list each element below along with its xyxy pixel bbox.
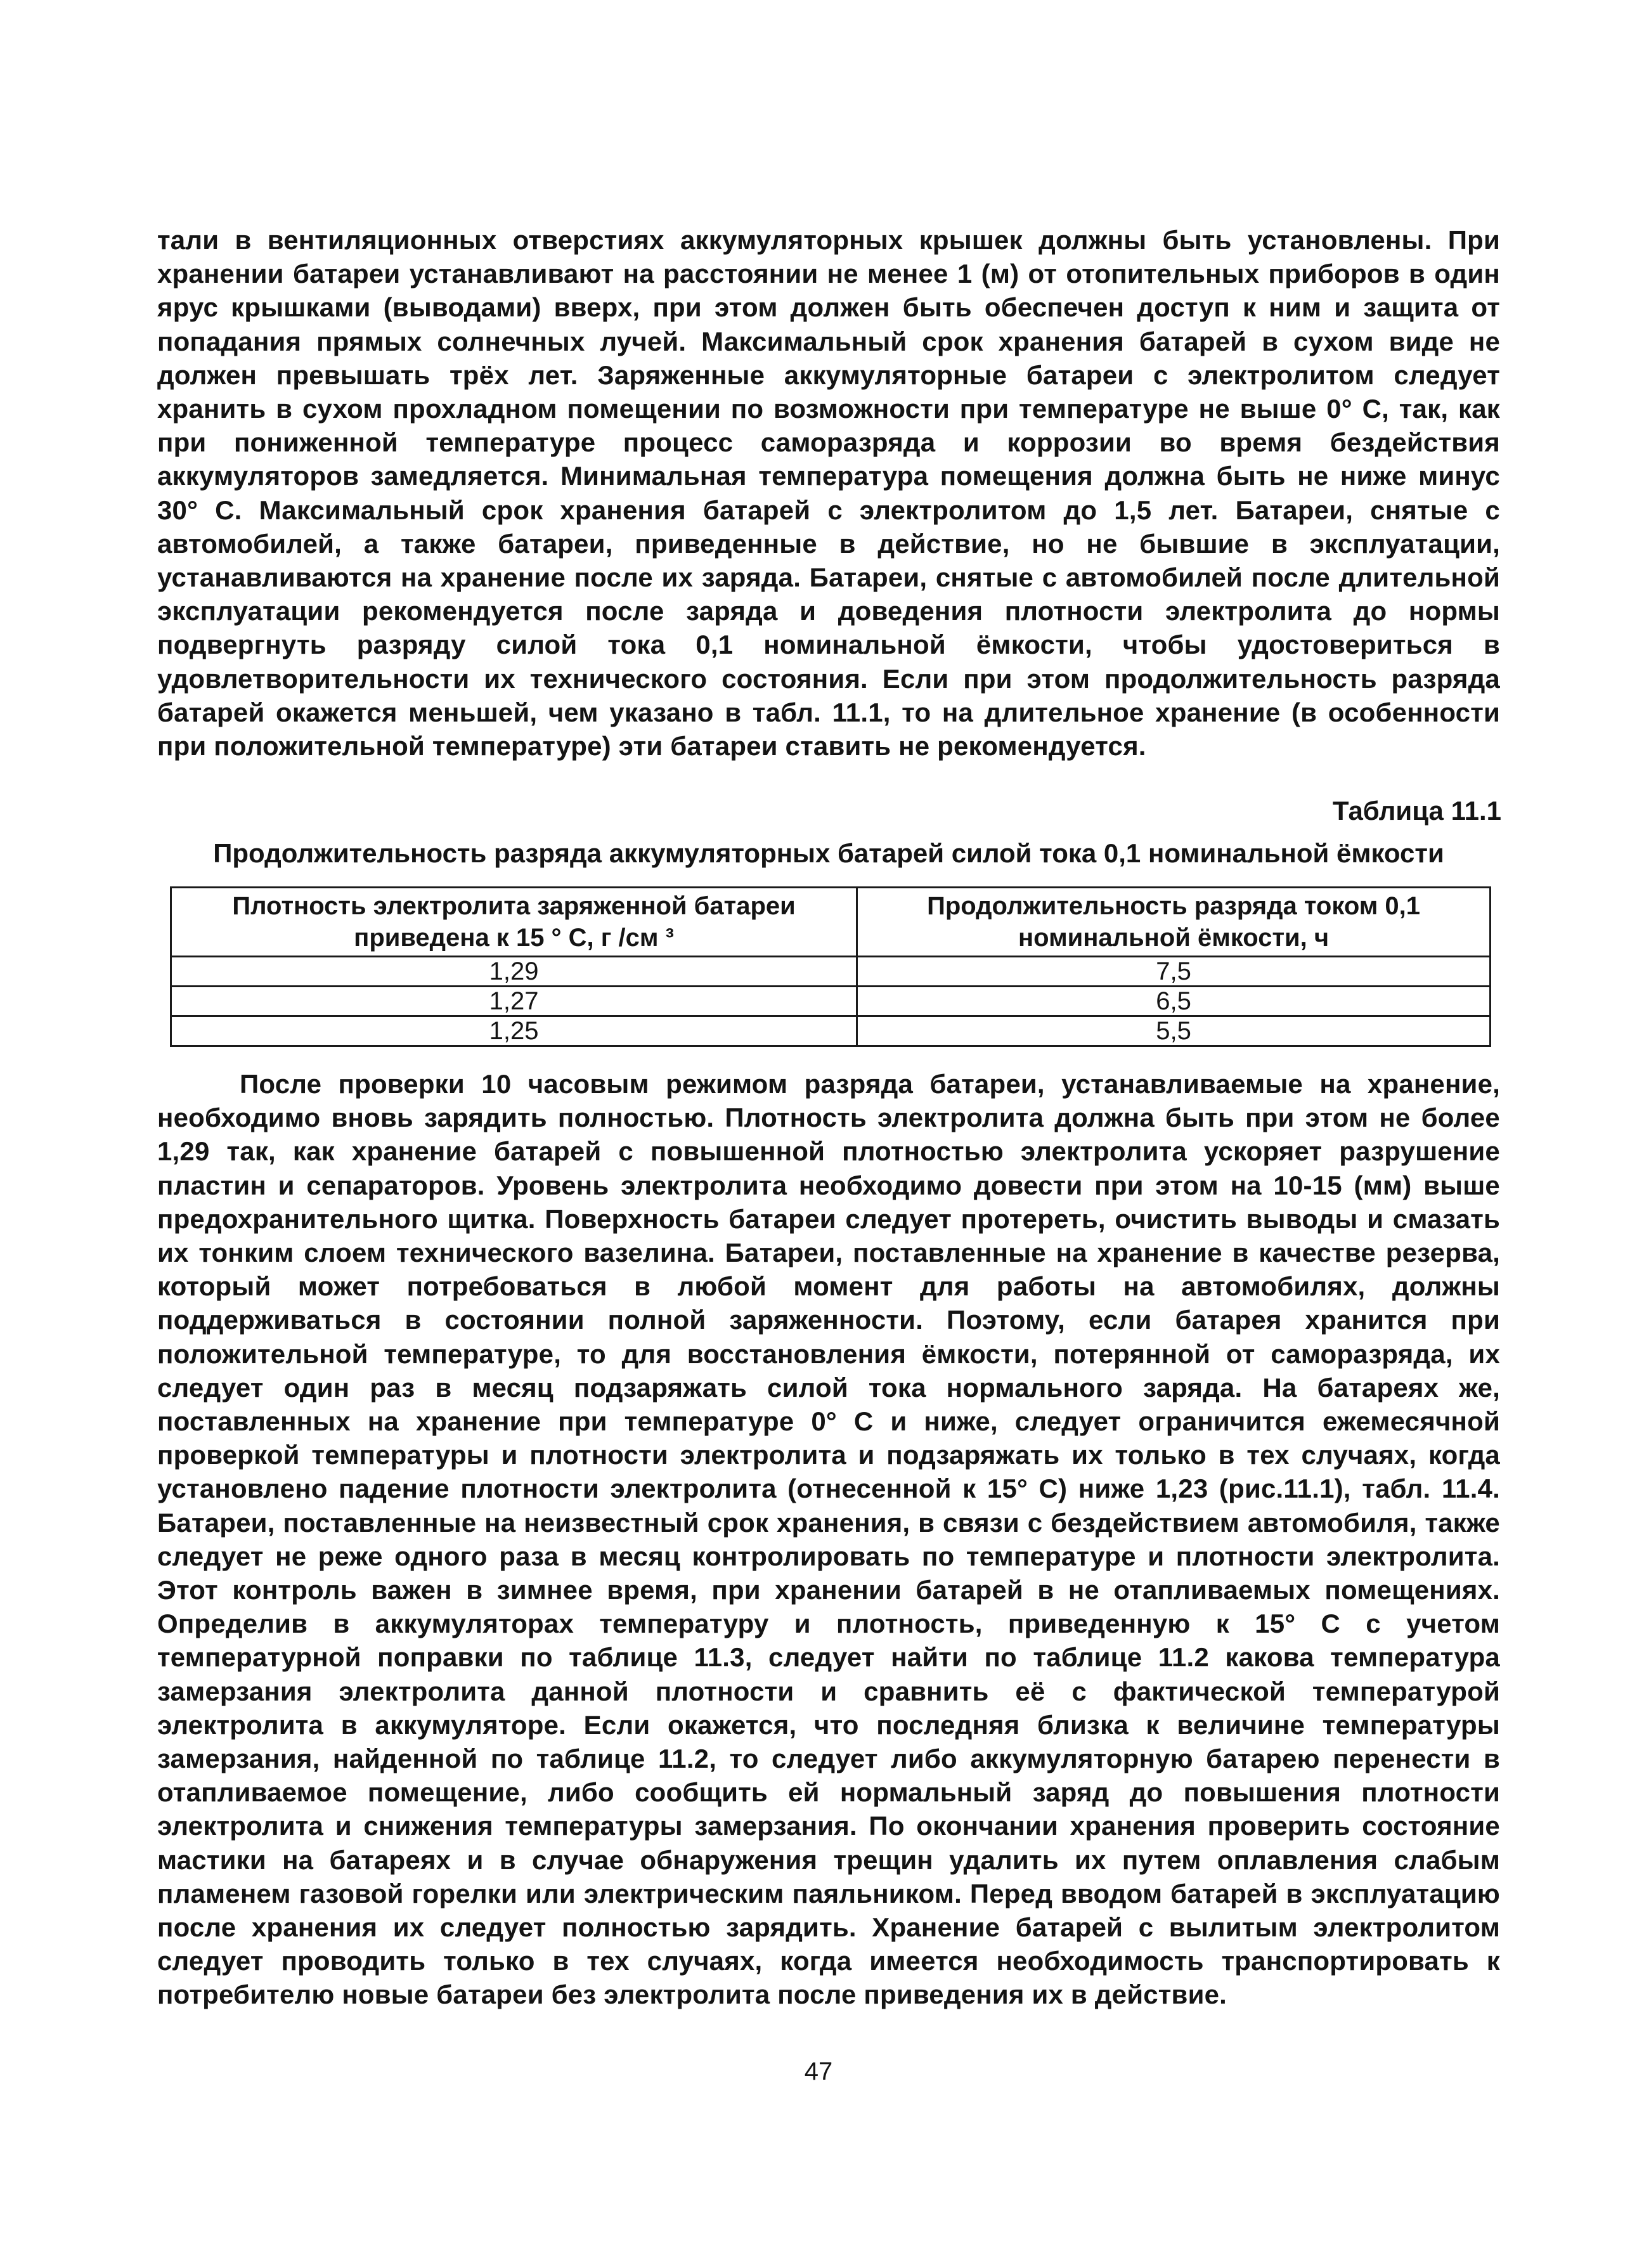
duration-cell: 7,5 [857,957,1491,987]
density-cell: 1,27 [171,987,857,1016]
table-row [171,1016,1491,1046]
data-table [170,886,1491,1047]
density-header-line-1: Плотность электролита заряженной батареи [232,892,796,920]
density-cell: 1,25 [171,1016,857,1046]
duration-column-header [857,888,1491,957]
body-paragraph-2: После проверки 10 часовым режимом разряда батареи, устанавливаемые на хранение, необходимо вновь зарядить полностью. Плотность электролита должна быть при этом не более 1,29 так, как хранение батарей с повышенной плотностью электролита ускоряет разрушение пластин и сепараторов. Уровень электролита необходимо довести при этом на 10-15 (мм) выше предохранительного щитка. Поверхность батареи следует протереть, очистить выводы и смазать их тонким слоем технического вазелина. Батареи, поставленные на хранение в качестве резерва, который может потребоваться в любой момент для работы на автомобилях, должны поддерживаться в состоянии полной заряженности. Поэтому, если батарея хранится при положительной температуре, то для восстановления ёмкости, потерянной от саморазряда, их следует один раз в месяц подзаряжать силой тока нормального заряда. На батареях же, поставленных на хранение при температуре 0° С и ниже, следует ограничится ежемесячной проверкой температуры и плотности электролита и подзаряжать их только в тех случаях, когда установлено падение плотности электролита (отнесенной к 15° С) ниже 1,23 (рис.11.1), табл. 11.4. Батареи, поставленные на неизвестный срок хранения, в связи с бездействием автомобиля, также следует не реже одного раза в месяц контролировать по температуре и плотности электролита. Этот контроль важен в зимнее время, при хранении батарей в не отапливаемых помещениях. Определив в аккумуляторах температуру и плотность, приведенную к 15° С с учетом температурной поправки по таблице 11.3, следует найти по таблице 11.2 какова температура замерзания электролита данной плотности и сравнить её с фактической температурой электролита в аккумуляторе. Если окажется, что последняя близка к величине температуры замерзания, найденной по таблице 11.2, то следует либо аккумуляторную батарею перенести в отапливаемое помещение, либо сообщить ей нормальный заряд до повышения плотности электролита и снижения температуры замерзания. По окончании хранения проверить состояние мастики на батареях и в случае обнаружения трещин удалить их путем оплавления слабым пламенем газовой горелки или электрическим паяльником. Перед вводом батарей в эксплуатацию после хранения их следует полностью зарядить. Хранение батарей с вылитым электролитом следует проводить только в тех случаях, когда имеется необходимость транспортировать к потребителю новые батареи без электролита после приведения их в действие. [157,1069,1500,2010]
table-row [171,987,1491,1016]
density-column-header [171,888,857,957]
duration-cell: 5,5 [857,1016,1491,1046]
table-row [171,957,1491,987]
table-title: Продолжительность разряда аккумуляторных батарей силой тока 0,1 номинальной ёмкости [213,838,1444,868]
duration-header-line-1: Продолжительность разряда током 0,1 [927,892,1421,920]
table-header-row [171,888,1491,957]
body-paragraph-1: тали в вентиляционных отверстиях аккумуляторных крышек должны быть установлены. При хранении батареи устанавливают на расстоянии не менее 1 (м) от отопительных приборов в один ярус крышками (выводами) вверх, при этом должен быть обеспечен доступ к ним и защита от попадания прямых солнечных лучей. Максимальный срок хранения батарей в сухом виде не должен превышать трёх лет. Заряженные аккумуляторные батареи с электролитом следует хранить в сухом прохладном помещении по возможности при температуре не выше 0° С, так, как при пониженной температуре процесс саморазряда и коррозии во время бездействия аккумуляторов замедляется. Минимальная температура помещения должна быть не ниже минус 30° С. Максимальный срок хранения батарей с электролитом до 1,5 лет. Батареи, снятые с автомобилей, а также батареи, приведенные в действие, но не бывшие в эксплуатации, устанавливаются на хранение после их заряда. Батареи, снятые с автомобилей после длительной эксплуатации рекомендуется после заряда и доведения плотности электролита до нормы подвергнуть разряду силой тока 0,1 номинальной ёмкости, чтобы удостовериться в удовлетворительности их технического состояния. Если при этом продолжительность разряда батарей окажется меньшей, чем указано в табл. 11.1, то на длительное хранение (в особенности при положительной температуре) эти батареи ставить не рекомендуется. [157,225,1500,761]
duration-cell: 6,5 [857,987,1491,1016]
density-header-line-2: приведена к 15 ° С, г /см ³ [354,924,674,952]
density-cell: 1,29 [171,957,857,987]
table-caption: Таблица 11.1 [1332,796,1501,826]
page-number: 47 [804,2057,833,2085]
duration-header-line-2: номинальной ёмкости, ч [1018,924,1330,952]
